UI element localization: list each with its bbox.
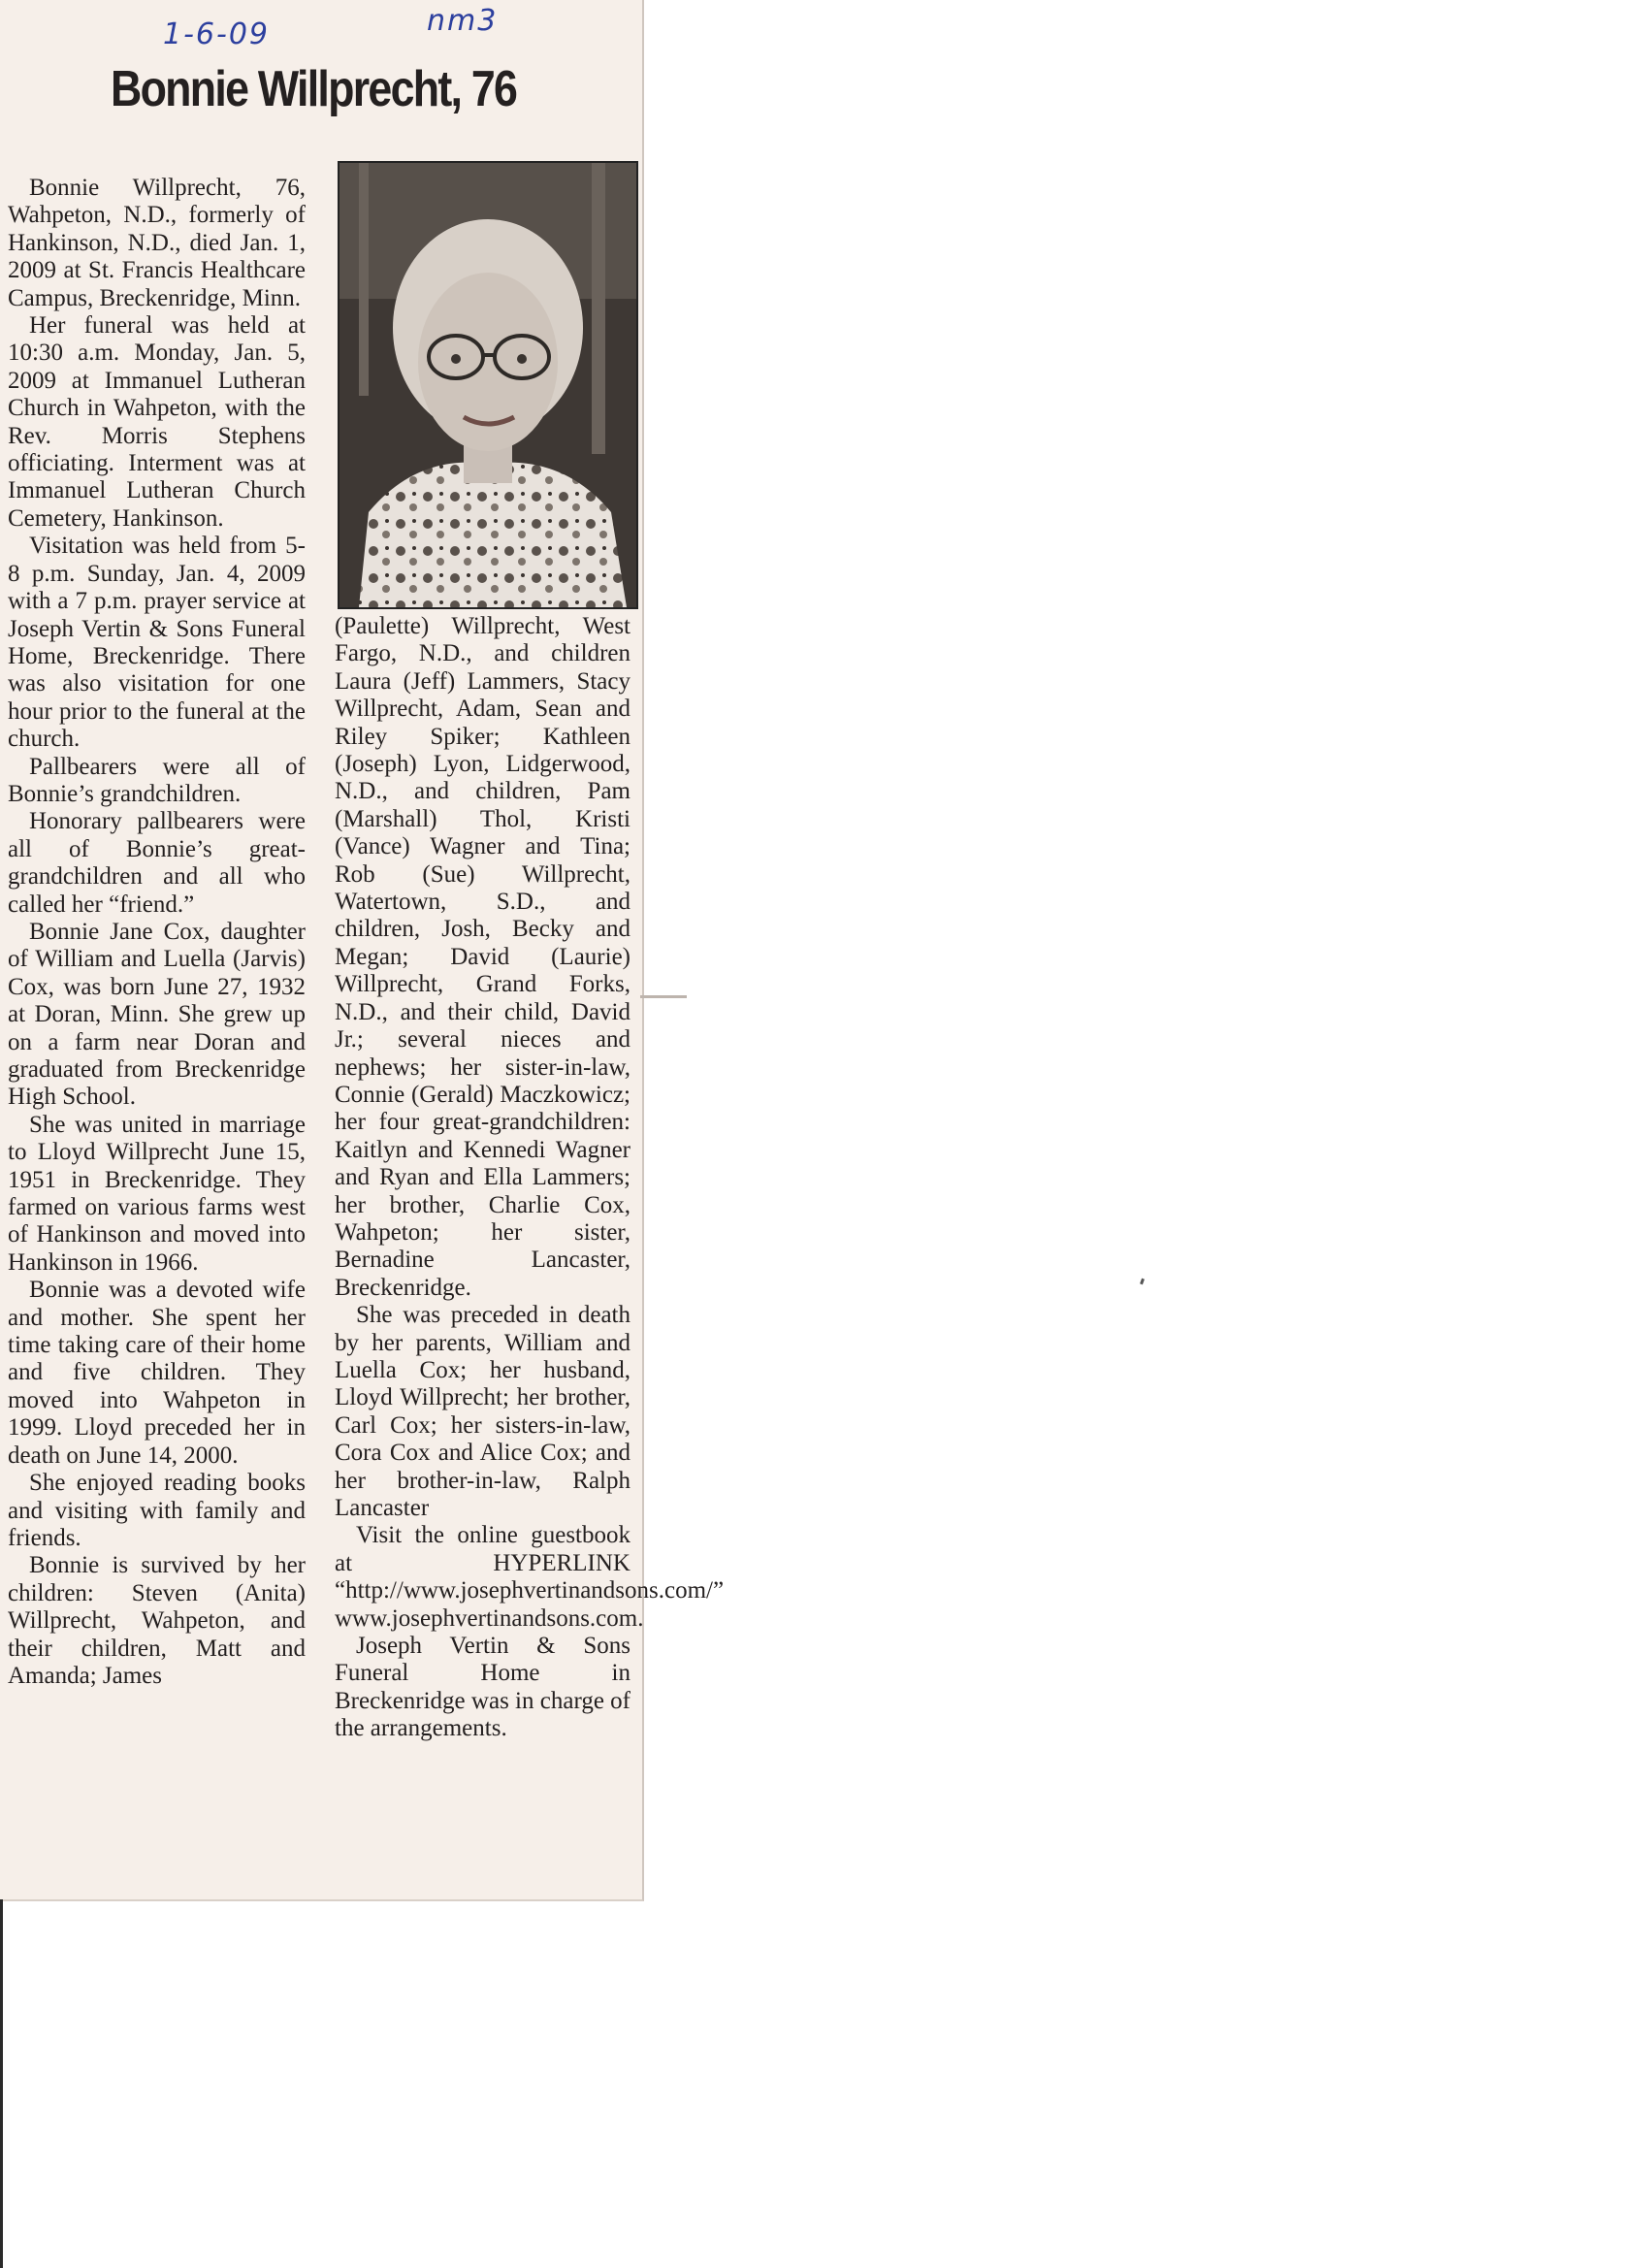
scan-speck: [1140, 1279, 1145, 1285]
obituary-headline: Bonnie Willprecht, 76: [111, 61, 517, 117]
paragraph-honorary-pallbearers: Honorary pallbearers were all of Bonnie’s great-grandchildren and all who called her “friend.”: [8, 808, 306, 918]
paragraph-visitation: Visitation was held from 5-8 p.m. Sunday, Jan. 4, 2009 with a 7 p.m. prayer service at Joseph Vertin & Sons Funeral Home, Breckenridge. There was also visitation for one hour prior to the funeral at the church.: [8, 533, 306, 753]
paragraph-survivors-continued: (Paulette) Willprecht, West Fargo, N.D., and children Laura (Jeff) Lammers, Stacy Willprecht, Adam, Sean and Riley Spiker; Kathleen (Joseph) Lyon, Lidgerwood, N.D., and children, Pam (Marshall) Thol, Kristi (Vance) Wagner and Tina; Rob (Sue) Willprecht, Watertown, S.D., and children, Josh, Becky and Megan; David (Laurie) Willprecht, Grand Forks, N.D., and their child, David Jr.; several nieces and nephews; her sister-in-law, Connie (Gerald) Maczkowicz; her four great-grandchildren: Kaitlyn and Kennedi Wagner and Ryan and Ella Lammers; her brother, Charlie Cox, Wahpeton; her sister, Bernadine Lancaster, Breckenridge.: [335, 613, 630, 1301]
scan-edge-line: [0, 1899, 3, 2268]
handwritten-date: 1-6-09: [163, 17, 270, 51]
paragraph-family-life: Bonnie was a devoted wife and mother. She spent her time taking care of their home and five children. They moved into Wahpeton in 1999. Lloyd preceded her in death on June 14, 2000.: [8, 1277, 306, 1469]
portrait-photo-icon: [338, 161, 638, 609]
paragraph-survivors-start: Bonnie is survived by her children: Steven (Anita) Willprecht, Wahpeton, and their children, Matt and Amanda; James: [8, 1552, 306, 1689]
newspaper-clipping: [0, 0, 725, 1901]
handwritten-code: nm3: [427, 4, 499, 38]
paragraph-death-notice: Bonnie Willprecht, 76, Wahpeton, N.D., formerly of Hankinson, N.D., died Jan. 1, 2009 at St. Francis Healthcare Campus, Breckenridge, Minn.: [8, 175, 306, 311]
paragraph-biography: Bonnie Jane Cox, daughter of William and Luella (Jarvis) Cox, was born June 27, 1932 at Doran, Minn. She grew up on a farm near Doran and graduated from Breckenridge High School.: [8, 918, 306, 1111]
paragraph-funeral: Her funeral was held at 10:30 a.m. Monday, Jan. 5, 2009 at Immanuel Lutheran Church in Wahpeton, with the Rev. Morris Stephens officiating. Interment was at Immanuel Lutheran Church Cemetery, Hankinson.: [8, 312, 306, 532]
paragraph-pallbearers: Pallbearers were all of Bonnie’s grandchildren.: [8, 753, 306, 807]
paragraph-preceded-in-death: She was preceded in death by her parents, William and Luella Cox; her husband, Lloyd Willprecht; her brother, Carl Cox; her sisters-in-law, Cora Cox and Alice Cox; and her brother-in-law, Ralph Lancaster: [335, 1302, 630, 1521]
paragraph-marriage: She was united in marriage to Lloyd Willprecht June 15, 1951 in Breckenridge. They farmed on various farms west of Hankinson and moved into Hankinson in 1966.: [8, 1111, 306, 1276]
paragraph-guestbook: Visit the online guestbook at HYPERLINK “http://www.josephvertinandsons.com/” www.josephvertinandsons.com.: [335, 1522, 725, 1632]
obituary-left-column: [8, 175, 306, 1690]
paper-fold-mark: [640, 995, 687, 998]
paragraph-arrangements: Joseph Vertin & Sons Funeral Home in Breckenridge was in charge of the arrangements.: [335, 1633, 630, 1742]
obituary-right-column: [335, 613, 725, 1743]
paragraph-hobbies: She enjoyed reading books and visiting with family and friends.: [8, 1470, 306, 1551]
